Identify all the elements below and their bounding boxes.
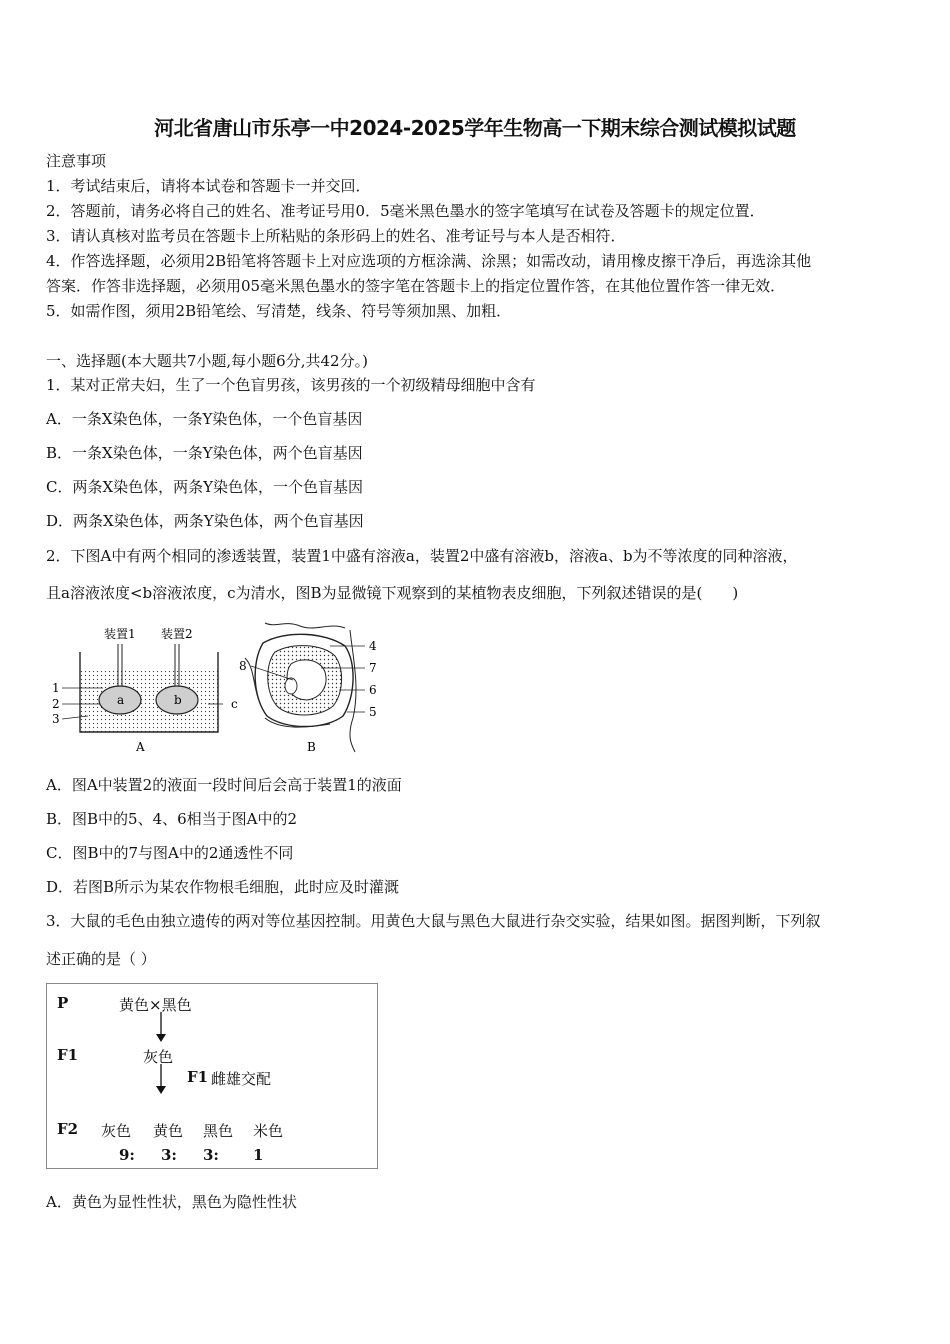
f2-phenotype: 灰色	[101, 1122, 132, 1140]
question-2-option-a: A．图A中装置2的液面一段时间后会高于装置1的液面	[46, 776, 402, 794]
f2-ratio-value: 9:	[119, 1146, 135, 1164]
notice-heading: 注意事项	[46, 152, 107, 170]
figure-b-caption: B	[307, 740, 316, 754]
notice-item: 5．如需作图，须用2B铅笔绘、写清楚，线条、符号等须加黑、加粗．	[46, 302, 512, 320]
solution-b-label: b	[174, 693, 182, 707]
figure-b-plant-cell	[235, 618, 385, 758]
part-number: 8	[239, 659, 247, 673]
solution-a-label: a	[117, 693, 125, 707]
question-1-option-a: A．一条X染色体，一条Y染色体，一个色盲基因	[46, 410, 363, 428]
f2-ratio-value: 1	[253, 1146, 264, 1164]
water-c-label: c	[231, 697, 238, 711]
device-1-label: 装置1	[104, 627, 136, 641]
f2-phenotype: 黑色	[203, 1122, 234, 1140]
question-1-stem: 1．某对正常夫妇，生了一个色盲男孩，该男孩的一个初级精母细胞中含有	[46, 376, 536, 394]
f2-ratio-value: 3:	[161, 1146, 177, 1164]
f2-ratio-value: 3:	[203, 1146, 219, 1164]
f1-mating-text: 雌雄交配	[211, 1070, 272, 1088]
notice-item: 4．作答选择题，必须用2B铅笔将答题卡上对应选项的方框涂满、涂黑；如需改动，请用橡皮擦干净后，再选涂其他	[46, 252, 812, 270]
genetic-cross-diagram	[46, 983, 378, 1169]
question-2-stem-line1: 2．下图A中有两个相同的渗透装置，装置1中盛有溶液a，装置2中盛有溶液b，溶液a、b为不等浓度的同种溶液，	[46, 547, 798, 565]
question-1-option-b: B．一条X染色体，一条Y染色体，两个色盲基因	[46, 444, 363, 462]
cross-arrows	[47, 984, 377, 1168]
device-2-label: 装置2	[161, 627, 193, 641]
notice-item: 3．请认真核对监考员在答题卡上所粘贴的条形码上的姓名、准考证号与本人是否相符．	[46, 227, 626, 245]
generation-p-label: P	[57, 994, 69, 1012]
question-1-option-c: C．两条X染色体，两条Y染色体，一个色盲基因	[46, 478, 364, 496]
f1-mating-label: F1	[187, 1068, 209, 1086]
figure-a-osmosis-apparatus	[48, 622, 258, 757]
f2-phenotype: 米色	[253, 1122, 284, 1140]
part-number: 3	[52, 712, 60, 726]
question-2-option-b: B．图B中的5、4、6相当于图A中的2	[46, 810, 298, 828]
page-title: 河北省唐山市乐亭一中2024-2025学年生物高一下期末综合测试模拟试题	[154, 116, 796, 140]
part-number: 4	[369, 639, 377, 653]
f2-phenotype: 黄色	[153, 1122, 184, 1140]
question-3-option-a: A．黄色为显性性状，黑色为隐性性状	[46, 1193, 297, 1211]
question-3-stem-line2: 述正确的是（ ）	[46, 950, 156, 968]
question-2-option-d: D．若图B所示为某农作物根毛细胞，此时应及时灌溉	[46, 878, 400, 896]
part-number: 7	[369, 661, 377, 675]
generation-f2-label: F2	[57, 1120, 79, 1138]
part-number: 1	[52, 681, 60, 695]
generation-f1-label: F1	[57, 1046, 79, 1064]
f1-phenotype: 灰色	[143, 1048, 174, 1066]
figure-a-caption: A	[136, 740, 145, 754]
p-cross-text: 黄色×黑色	[119, 996, 192, 1014]
part-number: 5	[369, 705, 377, 719]
question-1-option-d: D．两条X染色体，两条Y染色体，两个色盲基因	[46, 512, 364, 530]
part-number: 6	[369, 683, 377, 697]
part-number: 2	[52, 697, 60, 711]
notice-item: 答案．作答非选择题，必须用05毫米黑色墨水的签字笔在答题卡上的指定位置作答，在其他位置作答一律无效．	[46, 277, 786, 295]
section-heading: 一、选择题(本大题共7小题,每小题6分,共42分。)	[46, 352, 368, 370]
notice-item: 1．考试结束后，请将本试卷和答题卡一并交回．	[46, 177, 371, 195]
notice-item: 2．答题前，请务必将自己的姓名、准考证号用0．5毫米黑色墨水的签字笔填写在试卷及答题卡的规定位置．	[46, 202, 765, 220]
question-2-stem-line2: 且a溶液浓度<b溶液浓度，c为清水，图B为显微镜下观察到的某植物表皮细胞，下列叙述错误的是( )	[46, 584, 739, 602]
question-2-option-c: C．图B中的7与图A中的2通透性不同	[46, 844, 294, 862]
question-3-stem-line1: 3．大鼠的毛色由独立遗传的两对等位基因控制。用黄色大鼠与黑色大鼠进行杂交实验，结果如图。据图判断，下列叙	[46, 912, 821, 930]
